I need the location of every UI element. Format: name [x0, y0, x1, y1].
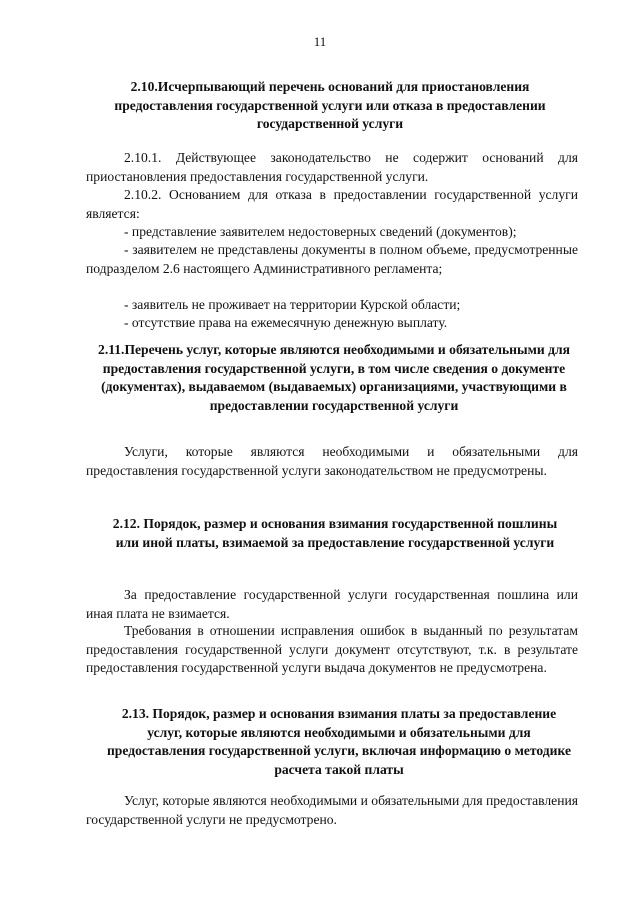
section-2-10-item-1: - представление заявителем недостоверных сведений (документов);: [124, 224, 517, 239]
section-2-11-title: 2.11.Перечень услуг, которые являются необходимыми и обязательными для предоставления государственной услуги, в том числе сведения о документе (документах), выдаваемом (выдаваемых) организациями, участвующими в предоставлении государственной услуги: [98, 342, 570, 413]
section-2-10-title: 2.10.Исчерпывающий перечень оснований для приостановления предоставления государственной услуги или отказа в предоставлении государственной услуги: [114, 79, 546, 131]
section-2-13-paragraph-1: Услуг, которые являются необходимыми и обязательными для предоставления государственной услуги не предусмотрено.: [86, 793, 578, 827]
section-2-12-paragraph-2: Требования в отношении исправления ошибок в выданный по результатам предоставления государственной услуги документ отсутствуют, т.к. в результате предоставления государственной услуги выдача документов не предусмотрена.: [86, 623, 578, 675]
section-2-12-title: 2.12. Порядок, размер и основания взимания государственной пошлины или иной платы, взимаемой за предоставление государственной услуги: [112, 516, 558, 550]
section-2-10-item-3: - заявитель не проживает на территории Курской области;: [124, 297, 461, 312]
section-2-10-item-4: - отсутствие права на ежемесячную денежную выплату.: [124, 315, 448, 330]
section-2-11-paragraph-1: Услуги, которые являются необходимыми и обязательными для предоставления государственной услуги законодательством не предусмотрены.: [86, 444, 578, 478]
section-2-12-paragraph-1: За предоставление государственной услуги государственная пошлина или иная плата не взимается.: [86, 587, 578, 621]
section-2-10-paragraph-1: 2.10.1. Действующее законодательство не содержит оснований для приостановления предоставления государственной услуги.: [86, 150, 578, 184]
section-2-10-paragraph-2: 2.10.2. Основанием для отказа в предоставлении государственной услуги является:: [86, 187, 578, 221]
page-number: 11: [313, 34, 327, 49]
section-2-10-item-2: - заявителем не представлены документы в полном объеме, предусмотренные подразделом 2.6 настоящего Административного регламента;: [86, 242, 578, 276]
section-2-13-title: 2.13. Порядок, размер и основания взимания платы за предоставление услуг, которые являются необходимыми и обязательными для предоставления государственной услуги, включая информацию о методике расчета такой платы: [106, 706, 572, 777]
